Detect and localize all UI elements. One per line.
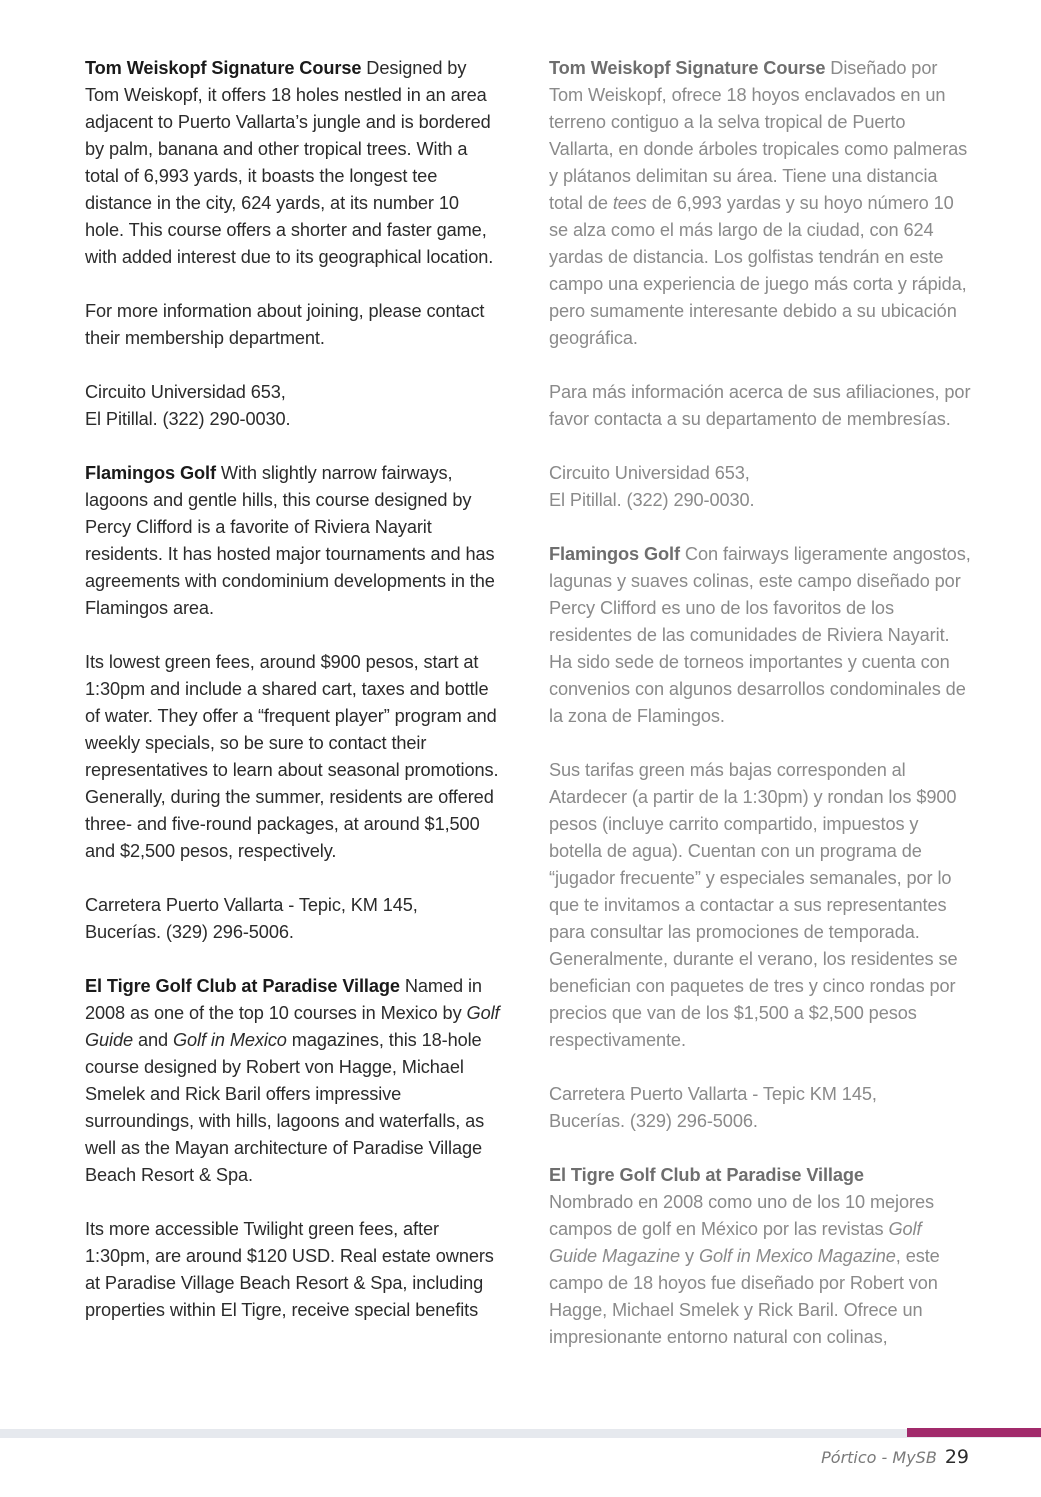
footer-accent-bar bbox=[907, 1428, 1041, 1437]
paragraph-flamingos-fees-es: Sus tarifas green más bajas corresponden al Atardecer (a partir de la 1:30pm) y rondan los $900 pesos (incluye carrito compartido, impuestos y botella de agua). Cuentan con un programa de “jugador frecuente” y especiales semanales, por lo que te invitamos a contactar a sus representantes para consultar las promociones de temporada. Generalmente, durante el verano, los residentes se benefician con paquetes de tres y cinco rondas por precios que van de los $1,500 a $2,500 pesos respectivamente. bbox=[549, 760, 958, 1050]
paragraph-tigre-es: El Tigre Golf Club at Paradise Village Nombrado en 2008 como uno de los 10 mejores campos de golf en México por las revistas Golf Guide Magazine y Golf in Mexico Magazine, este campo de 18 hoyos fue diseñado por Robert von Hagge, Michael Smelek y Rick Baril. Ofrece un impresionante entorno natural con colinas, bbox=[549, 1165, 940, 1347]
paragraph-weiskopf-en: Tom Weiskopf Signature Course Designed by Tom Weiskopf, it offers 18 holes nestled in an area adjacent to Puerto Vallarta’s jungle and is bordered by palm, banana and other tropical trees. With a total of 6,993 yards, it boasts the longest tee distance in the city, 624 yards, at its number 10 hole. This course offers a shorter and faster game, with added interest due to its geographical location. bbox=[85, 58, 494, 267]
course-title: Flamingos Golf bbox=[549, 544, 680, 564]
address-weiskopf-en: Circuito Universidad 653, El Pitillal. (322) 290-0030. bbox=[85, 382, 291, 429]
page-number: 29 bbox=[944, 1446, 969, 1468]
paragraph-membership-en: For more information about joining, please contact their membership department. bbox=[85, 301, 485, 348]
course-title: Flamingos Golf bbox=[85, 463, 216, 483]
course-title: El Tigre Golf Club at Paradise Village bbox=[549, 1165, 864, 1185]
course-title: Tom Weiskopf Signature Course bbox=[549, 58, 826, 78]
address-flamingos-en: Carretera Puerto Vallarta - Tepic, KM 145, Bucerías. (329) 296-5006. bbox=[85, 895, 418, 942]
paragraph-flamingos-fees-en: Its lowest green fees, around $900 pesos, start at 1:30pm and include a shared cart, taxes and bottle of water. They offer a “frequent player” program and weekly specials, so be sure to contact their representatives to learn about seasonal promotions. Generally, during the summer, residents are offered three- and five-round packages, at around $1,500 and $2,500 pesos, respectively. bbox=[85, 652, 499, 861]
paragraph-weiskopf-es: Tom Weiskopf Signature Course Diseñado por Tom Weiskopf, ofrece 18 hoyos enclavados en un terreno contiguo a la selva tropical de Puerto Vallarta, en donde árboles tropicales como palmeras y plátanos delimitan su área. Tiene una distancia total de tees de 6,993 yardas y su hoyo número 10 se alza como el más largo de la ciudad, con 624 yardas de distancia. Los golfistas tendrán en este campo una experiencia de juego más corta y rápida, pero sumamente interesante debido a su ubicación geográfica. bbox=[549, 58, 968, 348]
footer-rule bbox=[0, 1429, 1041, 1438]
paragraph-membership-es: Para más información acerca de sus afiliaciones, por favor contacta a su departamento de membresías. bbox=[549, 382, 971, 429]
paragraph-flamingos-en: Flamingos Golf With slightly narrow fairways, lagoons and gentle hills, this course designed by Percy Clifford is a favorite of Riviera Nayarit residents. It has hosted major tournaments and has agreements with condominium developments in the Flamingos area. bbox=[85, 463, 495, 618]
publication-name: Pórtico - MySB bbox=[821, 1448, 937, 1467]
paragraph-tigre-en: El Tigre Golf Club at Paradise Village Named in 2008 as one of the top 10 courses in Mexico by Golf Guide and Golf in Mexico magazines, this 18-hole course designed by Robert von Hagge, Michael Smelek and Rick Baril offers impressive surroundings, with hills, lagoons and waterfalls, as well as the Mayan architecture of Paradise Village Beach Resort & Spa. bbox=[85, 976, 500, 1185]
course-title: El Tigre Golf Club at Paradise Village bbox=[85, 976, 400, 996]
paragraph-flamingos-es: Flamingos Golf Con fairways ligeramente angostos, lagunas y suaves colinas, este campo diseñado por Percy Clifford es uno de los favoritos de los residentes de las comunidades de Riviera Nayarit. Ha sido sede de torneos importantes y cuenta con convenios con algunos desarrollos condominales de la zona de Flamingos. bbox=[549, 544, 971, 726]
english-column bbox=[85, 55, 500, 1351]
course-title: Tom Weiskopf Signature Course bbox=[85, 58, 362, 78]
spanish-column bbox=[549, 55, 974, 1378]
address-weiskopf-es: Circuito Universidad 653, El Pitillal. (322) 290-0030. bbox=[549, 463, 755, 510]
address-flamingos-es: Carretera Puerto Vallarta - Tepic KM 145, Bucerías. (329) 296-5006. bbox=[549, 1084, 877, 1131]
paragraph-tigre-fees-en: Its more accessible Twilight green fees, after 1:30pm, are around $120 USD. Real estate owners at Paradise Village Beach Resort & Spa, including properties within El Tigre, receive special benefits bbox=[85, 1219, 494, 1320]
page-footer bbox=[821, 1446, 969, 1476]
